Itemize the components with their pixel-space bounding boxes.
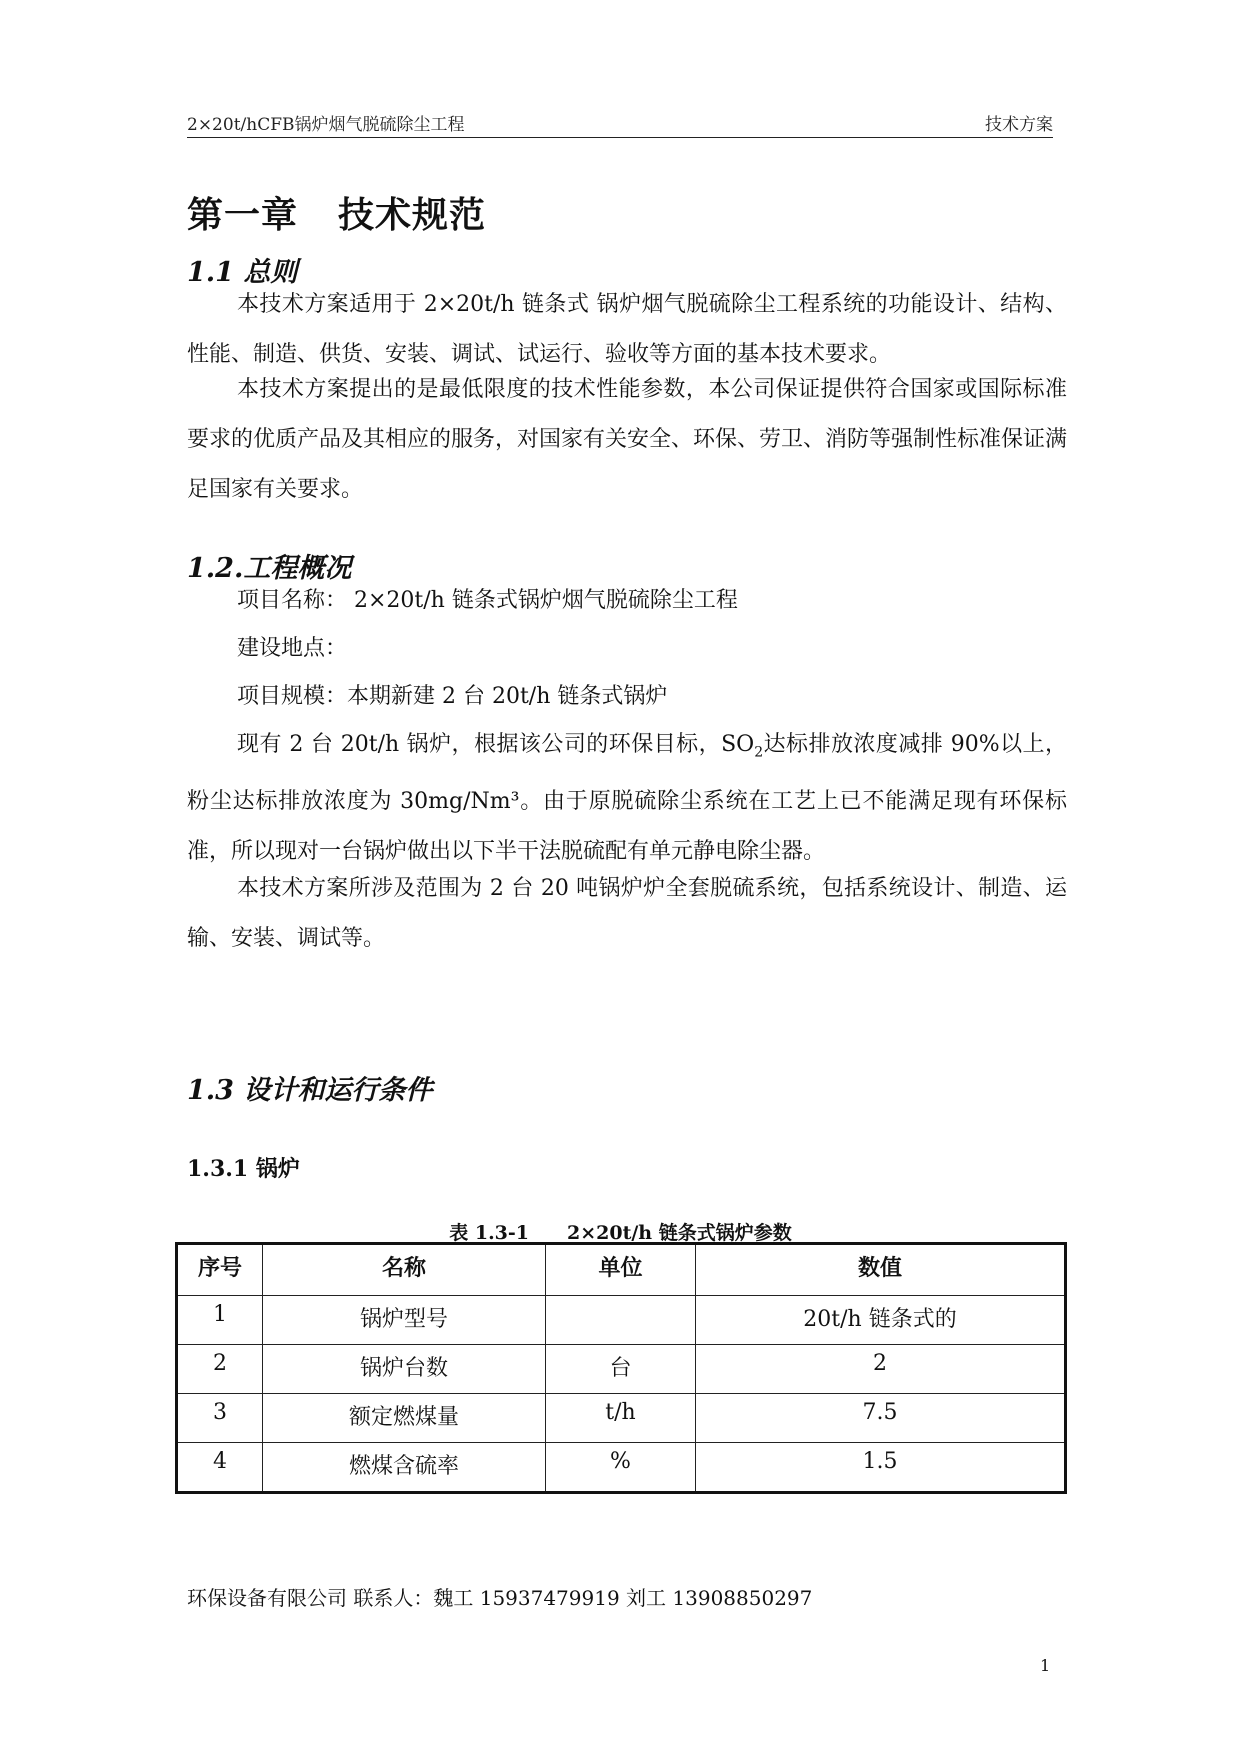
header-cell-unit: 单位	[546, 1244, 696, 1296]
construction-site-line: 建设地点：	[237, 636, 348, 661]
scope-paragraph: 本技术方案所涉及范围为 2 台 20 吨锅炉炉全套脱硫系统，包括系统设计、制造、运输、安装、调试等。	[187, 876, 1067, 951]
table-cell: 2	[696, 1345, 1066, 1394]
section-1-1-title: 1.1 总则	[187, 257, 298, 288]
section-1-3-title: 1.3 设计和运行条件	[187, 1075, 433, 1106]
table-cell	[546, 1296, 696, 1345]
current-status-paragraph	[187, 720, 1067, 877]
table-cell: 锅炉台数	[263, 1345, 546, 1394]
table-cell: t/h	[546, 1394, 696, 1443]
table-cell: 台	[546, 1345, 696, 1394]
table-row	[177, 1394, 1066, 1443]
so2-subscript: 2	[754, 744, 764, 761]
page-header	[187, 110, 1053, 138]
table-cell: 20t/h 链条式的	[696, 1296, 1066, 1345]
table-row	[177, 1443, 1066, 1493]
table-cell: 额定燃煤量	[263, 1394, 546, 1443]
table-caption-number: 表 1.3-1	[449, 1222, 530, 1244]
section-1-2-title: 1.2.工程概况	[187, 553, 352, 584]
subsection-1-3-1-title: 1.3.1 锅炉	[187, 1156, 300, 1182]
table-header-row	[177, 1244, 1066, 1296]
header-cell-index: 序号	[177, 1244, 263, 1296]
table-cell: 4	[177, 1443, 263, 1493]
chapter-heading	[187, 187, 486, 238]
table-cell: 3	[177, 1394, 263, 1443]
section-1-1-paragraph-2: 本技术方案提出的是最低限度的技术性能参数，本公司保证提供符合国家或国际标准要求的优质产品及其相应的服务，对国家有关安全、环保、劳卫、消防等强制性标准保证满足国家有关要求。	[187, 377, 1068, 502]
project-name-line: 项目名称： 2×20t/h 链条式锅炉烟气脱硫除尘工程	[237, 588, 738, 613]
table-cell: 7.5	[696, 1394, 1066, 1443]
header-cell-name: 名称	[263, 1244, 546, 1296]
table-cell: 1	[177, 1296, 263, 1345]
chapter-number: 第一章	[187, 195, 299, 236]
header-cell-value: 数值	[696, 1244, 1066, 1296]
boiler-parameters-table	[175, 1242, 1067, 1494]
header-project-title: 2×20t/hCFB锅炉烟气脱硫除尘工程	[187, 115, 465, 135]
page-number: 1	[1040, 1656, 1051, 1675]
chapter-title: 技术规范	[338, 195, 487, 236]
table-cell: %	[546, 1443, 696, 1493]
table-caption	[0, 1218, 1241, 1245]
header-doc-type: 技术方案	[985, 115, 1053, 135]
table-cell: 1.5	[696, 1443, 1066, 1493]
table-cell: 锅炉型号	[263, 1296, 546, 1345]
table-cell: 2	[177, 1345, 263, 1394]
table-row	[177, 1345, 1066, 1394]
project-scale-line: 项目规模：本期新建 2 台 20t/h 链条式锅炉	[237, 684, 668, 709]
table-row	[177, 1296, 1066, 1345]
current-status-text-b: 达标排放浓度减排 90%以上，粉尘达标排放浓度为 30mg/Nm³。由于原脱硫除尘系统在工艺上已不能满足现有环保标准，所以现对一台锅炉做出以下半干法脱硫配有单元静电除尘器。	[187, 732, 1067, 865]
table-caption-title: 2×20t/h 链条式锅炉参数	[567, 1222, 792, 1244]
current-status-text-a: 现有 2 台 20t/h 锅炉，根据该公司的环保目标，SO	[237, 732, 755, 757]
footer-contact: 环保设备有限公司 联系人：魏工 15937479919 刘工 13908850297	[187, 1586, 813, 1610]
table-cell: 燃煤含硫率	[263, 1443, 546, 1493]
section-1-1-paragraph-1: 本技术方案适用于 2×20t/h 链条式 锅炉烟气脱硫除尘工程系统的功能设计、结构、性能、制造、供货、安装、调试、试运行、验收等方面的基本技术要求。	[187, 292, 1067, 367]
